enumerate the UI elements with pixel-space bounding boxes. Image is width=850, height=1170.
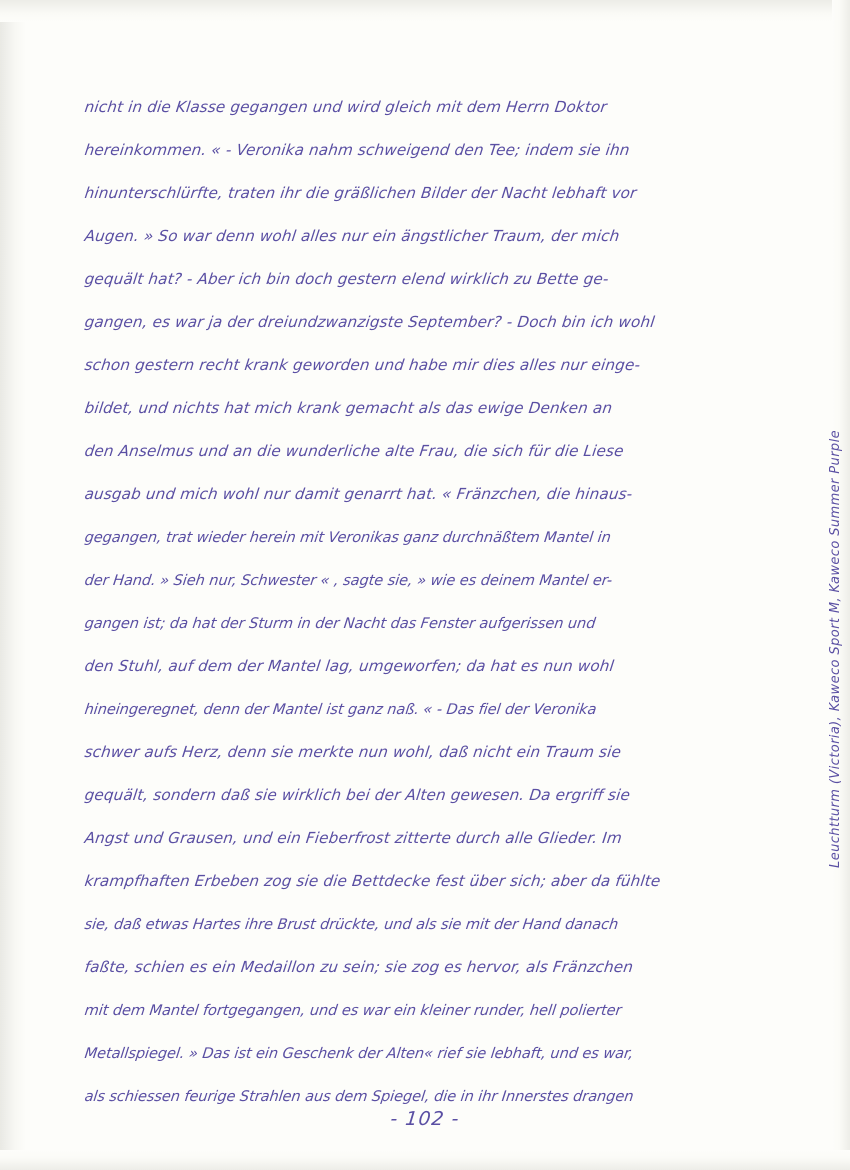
text-line: der Hand. » Sieh nur, Schwester « , sagte sie, » wie es deinem Mantel er- (83, 572, 614, 589)
text-line: den Stuhl, auf dem der Mantel lag, umgeworfen; da hat es nun wohl (83, 657, 616, 675)
text-line: gequält hat? - Aber ich bin doch gestern elend wirklich zu Bette ge- (83, 270, 610, 288)
paper-edge-bottom (0, 1150, 850, 1170)
handwritten-text-block (82, 86, 742, 1118)
text-line: bildet, und nichts hat mich krank gemacht als das ewige Denken an (83, 399, 614, 417)
text-line: den Anselmus und an die wunderliche alte Frau, die sich für die Liese (83, 442, 625, 460)
paper-edge-top (0, 0, 850, 22)
text-line: mit dem Mantel fortgegangen, und es war ein kleiner runder, hell polierter (83, 1002, 623, 1019)
text-line: hereinkommen. « - Veronika nahm schweigend den Tee; indem sie ihn (83, 141, 631, 159)
text-line: gangen ist; da hat der Sturm in der Nacht das Fenster aufgerissen und (83, 615, 597, 632)
text-line: faßte, schien es ein Medaillon zu sein; sie zog es hervor, als Fränzchen (83, 958, 635, 976)
text-line: als schiessen feurige Strahlen aus dem Spiegel, die in ihr Innerstes drangen (83, 1088, 635, 1105)
text-line: nicht in die Klasse gegangen und wird gleich mit dem Herrn Doktor (83, 98, 609, 116)
text-line: Angst und Grausen, und ein Fieberfrost zitterte durch alle Glieder. Im (83, 829, 624, 847)
text-line: Augen. » So war denn wohl alles nur ein ängstlicher Traum, der mich (83, 227, 621, 245)
text-line: sie, daß etwas Hartes ihre Brust drückte, und als sie mit der Hand danach (83, 916, 620, 933)
text-line: ausgab und mich wohl nur damit genarrt hat. « Fränzchen, die hinaus- (83, 485, 634, 503)
page-number: - 102 - (389, 1108, 461, 1130)
text-line: hinunterschlürfte, traten ihr die gräßlichen Bilder der Nacht lebhaft vor (83, 184, 638, 202)
text-line: gegangen, trat wieder herein mit Veronikas ganz durchnäßtem Mantel in (83, 529, 612, 546)
paper-edge-left (0, 0, 26, 1170)
text-line: hineingeregnet, denn der Mantel ist ganz naß. « - Das fiel der Veronika (83, 701, 598, 718)
text-line: schon gestern recht krank geworden und habe mir dies alles nur einge- (83, 356, 642, 374)
margin-annotation: Leuchtturm (Victoria), Kaweco Sport M, Kaweco Summer Purple (828, 430, 843, 868)
text-line: schwer aufs Herz, denn sie merkte nun wohl, daß nicht ein Traum sie (83, 743, 623, 761)
text-line: krampfhaften Erbeben zog sie die Bettdecke fest über sich; aber da fühlte (83, 872, 662, 890)
text-line: Metallspiegel. » Das ist ein Geschenk der Alten« rief sie lebhaft, und es war, (83, 1045, 635, 1062)
text-line: gangen, es war ja der dreiundzwanzigste September? - Doch bin ich wohl (83, 313, 656, 331)
text-line: gequält, sondern daß sie wirklich bei der Alten gewesen. Da ergriff sie (83, 786, 632, 804)
